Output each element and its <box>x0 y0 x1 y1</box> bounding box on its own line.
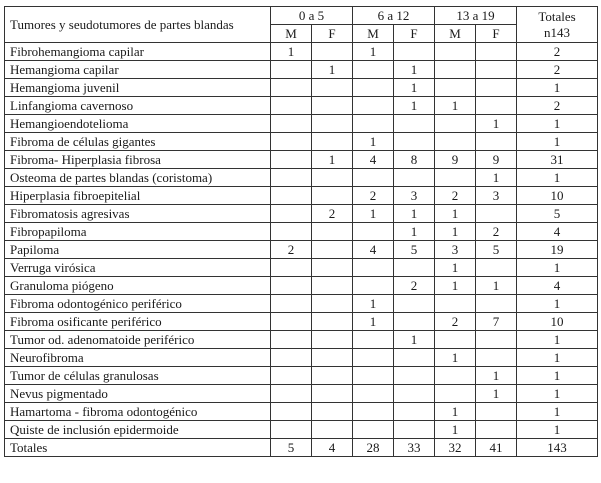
table-row <box>5 367 598 385</box>
count-cell <box>312 259 353 277</box>
count-cell <box>312 331 353 349</box>
count-cell: 2 <box>271 241 312 259</box>
count-cell <box>476 43 517 61</box>
count-cell: 3 <box>435 241 476 259</box>
count-cell: 1 <box>435 223 476 241</box>
table-row <box>5 61 598 79</box>
count-cell <box>435 385 476 403</box>
row-total-cell: 1 <box>517 115 598 133</box>
count-cell: 1 <box>353 295 394 313</box>
count-cell <box>312 295 353 313</box>
count-cell: 1 <box>435 97 476 115</box>
count-cell <box>312 367 353 385</box>
count-cell <box>476 79 517 97</box>
table-row <box>5 295 598 313</box>
table-row <box>5 115 598 133</box>
count-cell <box>353 349 394 367</box>
count-cell: 1 <box>394 79 435 97</box>
count-cell <box>353 259 394 277</box>
count-cell <box>394 385 435 403</box>
count-cell <box>435 295 476 313</box>
grand-total-cell: 143 <box>517 439 598 457</box>
count-cell <box>312 277 353 295</box>
table-row <box>5 331 598 349</box>
count-cell: 2 <box>476 223 517 241</box>
row-total-cell: 1 <box>517 133 598 151</box>
count-cell: 2 <box>353 187 394 205</box>
count-cell <box>353 385 394 403</box>
count-cell <box>394 313 435 331</box>
row-label: Fibroma de células gigantes <box>5 133 271 151</box>
column-total-cell: 32 <box>435 439 476 457</box>
count-cell <box>435 133 476 151</box>
count-cell <box>353 97 394 115</box>
count-cell: 1 <box>476 277 517 295</box>
count-cell <box>435 169 476 187</box>
count-cell <box>271 403 312 421</box>
count-cell <box>312 385 353 403</box>
count-cell <box>312 115 353 133</box>
count-cell: 2 <box>394 277 435 295</box>
row-label: Fibromatosis agresivas <box>5 205 271 223</box>
table-row <box>5 421 598 439</box>
count-cell <box>476 97 517 115</box>
table-row <box>5 349 598 367</box>
count-cell: 1 <box>394 205 435 223</box>
table-row <box>5 403 598 421</box>
table-header <box>5 7 598 43</box>
count-cell <box>271 349 312 367</box>
table-row <box>5 313 598 331</box>
totals-header-n: n143 <box>544 24 570 40</box>
count-cell: 5 <box>476 241 517 259</box>
totals-row-label: Totales <box>5 439 271 457</box>
count-cell <box>271 313 312 331</box>
tumor-table-container <box>4 6 598 457</box>
count-cell <box>394 367 435 385</box>
row-total-cell: 2 <box>517 97 598 115</box>
count-cell: 1 <box>476 367 517 385</box>
row-label: Hemangioma juvenil <box>5 79 271 97</box>
count-cell <box>476 403 517 421</box>
row-total-cell: 10 <box>517 187 598 205</box>
table-row <box>5 43 598 61</box>
table-body <box>5 43 598 457</box>
count-cell <box>271 115 312 133</box>
column-total-cell: 33 <box>394 439 435 457</box>
row-label: Granuloma piógeno <box>5 277 271 295</box>
count-cell: 4 <box>353 241 394 259</box>
count-cell: 1 <box>353 313 394 331</box>
count-cell: 1 <box>435 259 476 277</box>
row-total-cell: 1 <box>517 349 598 367</box>
count-cell <box>435 367 476 385</box>
row-total-cell: 1 <box>517 295 598 313</box>
row-label: Fibroma- Hiperplasia fibrosa <box>5 151 271 169</box>
column-total-cell: 41 <box>476 439 517 457</box>
count-cell: 1 <box>394 61 435 79</box>
count-cell <box>271 61 312 79</box>
sex-header-m: M <box>271 25 312 43</box>
count-cell <box>312 223 353 241</box>
column-total-cell: 4 <box>312 439 353 457</box>
count-cell <box>476 205 517 223</box>
count-cell <box>353 421 394 439</box>
count-cell: 3 <box>394 187 435 205</box>
count-cell <box>271 331 312 349</box>
count-cell <box>435 61 476 79</box>
count-cell <box>394 349 435 367</box>
age-group-header: 6 a 12 <box>353 7 435 25</box>
count-cell <box>271 151 312 169</box>
table-row <box>5 79 598 97</box>
count-cell: 5 <box>394 241 435 259</box>
row-total-cell: 1 <box>517 259 598 277</box>
row-total-cell: 1 <box>517 421 598 439</box>
row-label: Tumor od. adenomatoide periférico <box>5 331 271 349</box>
row-total-cell: 1 <box>517 385 598 403</box>
count-cell <box>353 61 394 79</box>
count-cell <box>312 79 353 97</box>
row-label: Hemangioendotelioma <box>5 115 271 133</box>
row-label: Linfangioma cavernoso <box>5 97 271 115</box>
count-cell: 1 <box>394 223 435 241</box>
count-cell <box>271 277 312 295</box>
count-cell <box>435 79 476 97</box>
count-cell <box>271 295 312 313</box>
count-cell: 9 <box>476 151 517 169</box>
count-cell: 9 <box>435 151 476 169</box>
totals-row <box>5 439 598 457</box>
count-cell <box>476 295 517 313</box>
count-cell <box>353 277 394 295</box>
count-cell <box>312 349 353 367</box>
totals-header <box>517 7 598 43</box>
row-total-cell: 1 <box>517 403 598 421</box>
count-cell <box>394 295 435 313</box>
table-row <box>5 133 598 151</box>
count-cell: 2 <box>435 313 476 331</box>
count-cell: 1 <box>435 277 476 295</box>
count-cell: 2 <box>435 187 476 205</box>
count-cell <box>312 403 353 421</box>
count-cell <box>271 223 312 241</box>
row-total-cell: 1 <box>517 169 598 187</box>
row-total-cell: 2 <box>517 61 598 79</box>
count-cell <box>271 421 312 439</box>
count-cell <box>312 187 353 205</box>
count-cell <box>271 259 312 277</box>
column-total-cell: 28 <box>353 439 394 457</box>
table-row <box>5 151 598 169</box>
sex-header-m: M <box>435 25 476 43</box>
row-label: Fibroma osificante periférico <box>5 313 271 331</box>
count-cell: 1 <box>435 205 476 223</box>
count-cell: 1 <box>476 115 517 133</box>
count-cell <box>476 349 517 367</box>
count-cell: 3 <box>476 187 517 205</box>
count-cell <box>476 61 517 79</box>
count-cell <box>271 187 312 205</box>
sex-header-f: F <box>312 25 353 43</box>
row-label: Osteoma de partes blandas (coristoma) <box>5 169 271 187</box>
row-label: Verruga virósica <box>5 259 271 277</box>
row-label: Tumor de células granulosas <box>5 367 271 385</box>
table-row <box>5 187 598 205</box>
row-label: Nevus pigmentado <box>5 385 271 403</box>
row-label: Hemangioma capilar <box>5 61 271 79</box>
table-row <box>5 97 598 115</box>
count-cell <box>312 133 353 151</box>
row-label: Fibroma odontogénico periférico <box>5 295 271 313</box>
count-cell <box>394 43 435 61</box>
count-cell <box>353 331 394 349</box>
table-row <box>5 385 598 403</box>
count-cell <box>394 403 435 421</box>
count-cell <box>353 115 394 133</box>
count-cell: 1 <box>435 403 476 421</box>
count-cell <box>353 169 394 187</box>
sex-header-f: F <box>476 25 517 43</box>
count-cell <box>312 169 353 187</box>
count-cell: 1 <box>476 169 517 187</box>
count-cell <box>353 79 394 97</box>
count-cell: 1 <box>271 43 312 61</box>
count-cell <box>271 133 312 151</box>
table-row <box>5 205 598 223</box>
count-cell <box>312 241 353 259</box>
row-label: Quiste de inclusión epidermoide <box>5 421 271 439</box>
row-label: Neurofibroma <box>5 349 271 367</box>
count-cell <box>312 313 353 331</box>
count-cell <box>476 331 517 349</box>
row-label: Papiloma <box>5 241 271 259</box>
age-group-header: 0 a 5 <box>271 7 353 25</box>
count-cell <box>353 403 394 421</box>
count-cell <box>312 421 353 439</box>
count-cell: 8 <box>394 151 435 169</box>
row-total-cell: 19 <box>517 241 598 259</box>
count-cell: 7 <box>476 313 517 331</box>
table-row <box>5 223 598 241</box>
count-cell <box>476 421 517 439</box>
count-cell <box>353 223 394 241</box>
row-label: Fibropapiloma <box>5 223 271 241</box>
row-total-cell: 1 <box>517 79 598 97</box>
count-cell: 1 <box>394 97 435 115</box>
count-cell <box>394 421 435 439</box>
row-label: Hiperplasia fibroepitelial <box>5 187 271 205</box>
count-cell: 1 <box>353 133 394 151</box>
count-cell <box>394 133 435 151</box>
row-total-cell: 2 <box>517 43 598 61</box>
count-cell: 1 <box>435 421 476 439</box>
count-cell <box>271 97 312 115</box>
table-row <box>5 277 598 295</box>
age-group-header: 13 a 19 <box>435 7 517 25</box>
count-cell: 1 <box>476 385 517 403</box>
table-title: Tumores y seudotumores de partes blandas <box>5 7 271 43</box>
count-cell: 1 <box>435 349 476 367</box>
row-label: Fibrohemangioma capilar <box>5 43 271 61</box>
row-total-cell: 1 <box>517 331 598 349</box>
count-cell: 4 <box>353 151 394 169</box>
count-cell <box>435 331 476 349</box>
count-cell: 1 <box>394 331 435 349</box>
totals-header-label: Totales <box>538 8 576 24</box>
sex-header-m: M <box>353 25 394 43</box>
row-total-cell: 5 <box>517 205 598 223</box>
table-row <box>5 259 598 277</box>
row-total-cell: 31 <box>517 151 598 169</box>
row-label: Hamartoma - fibroma odontogénico <box>5 403 271 421</box>
count-cell <box>394 169 435 187</box>
count-cell <box>312 43 353 61</box>
count-cell <box>271 367 312 385</box>
tumor-table <box>4 6 598 457</box>
count-cell <box>394 259 435 277</box>
count-cell <box>271 205 312 223</box>
count-cell: 1 <box>312 61 353 79</box>
count-cell: 1 <box>312 151 353 169</box>
table-row <box>5 241 598 259</box>
row-total-cell: 4 <box>517 277 598 295</box>
count-cell <box>476 133 517 151</box>
row-total-cell: 4 <box>517 223 598 241</box>
count-cell <box>312 97 353 115</box>
count-cell <box>435 43 476 61</box>
count-cell <box>435 115 476 133</box>
column-total-cell: 5 <box>271 439 312 457</box>
table-row <box>5 169 598 187</box>
count-cell: 1 <box>353 205 394 223</box>
sex-header-f: F <box>394 25 435 43</box>
count-cell: 1 <box>353 43 394 61</box>
count-cell <box>394 115 435 133</box>
count-cell <box>353 367 394 385</box>
count-cell <box>476 259 517 277</box>
count-cell: 2 <box>312 205 353 223</box>
row-total-cell: 1 <box>517 367 598 385</box>
count-cell <box>271 169 312 187</box>
row-total-cell: 10 <box>517 313 598 331</box>
count-cell <box>271 385 312 403</box>
count-cell <box>271 79 312 97</box>
